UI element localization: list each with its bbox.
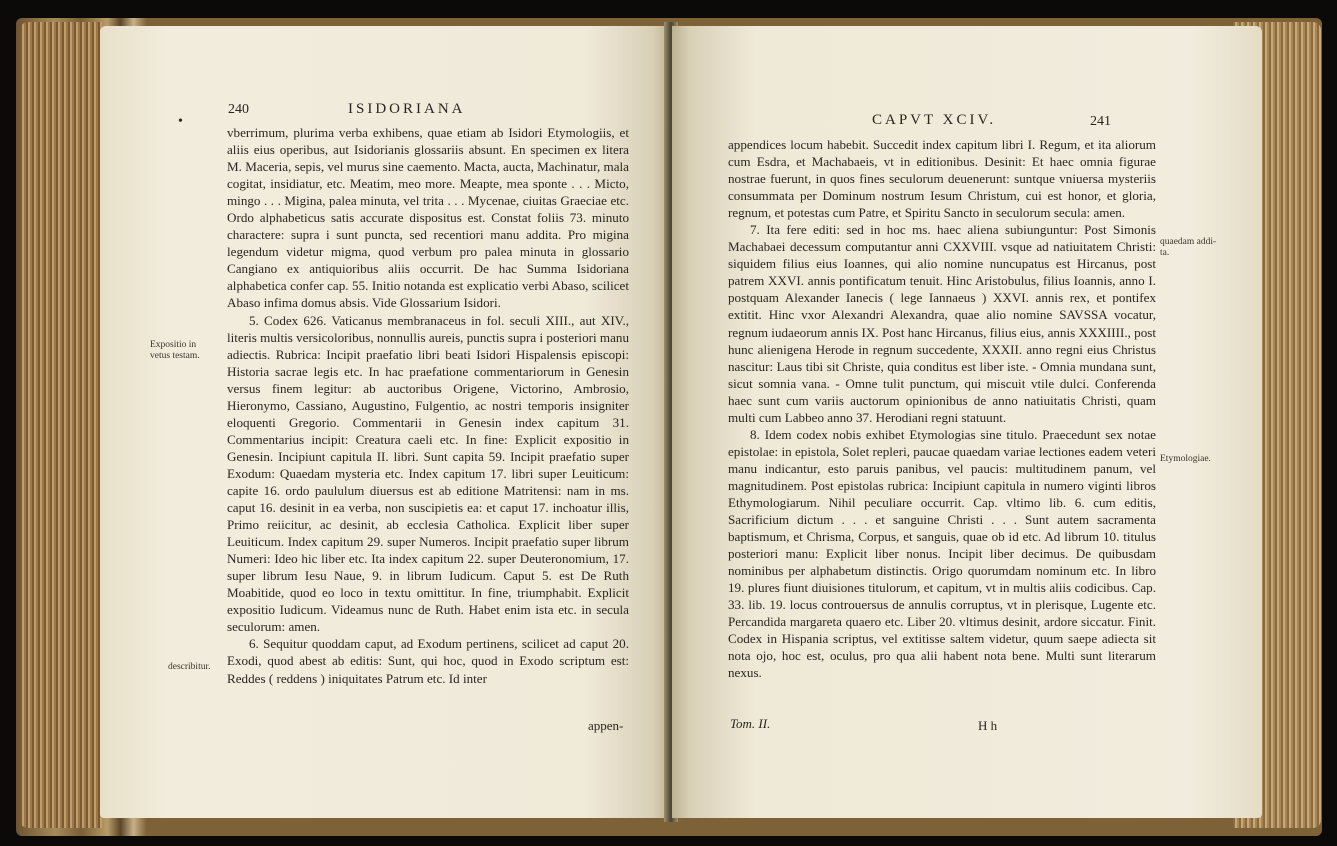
right-paragraph-3: 8. Idem codex nobis exhibet Etymologias sine titulo. Praecedunt sex notae epistolae: in epistola, Solet repleri, paucae quaedam variae lectiones eadem veteri manu indicantur, esto paruis panibus, vel paucis: multitudinem panum, vel magnitudinem. Post epistolas rubrica: Incipiunt capitula in numero viginti libros Ethymologiarum. Nihil peculiare occurrit. Cap. vltimo lib. 6. cum editis, Sacrificium dictum . . . et sanguine Christi . . . Sunt autem sacramenta baptismum, et Chrisma, Corpus, et sanguis, quae ob id etc. Ad librum 10. titulus posteriori manu: Explicit liber nonus. Incipit liber decimus. De quibusdam nominibus per alphabetum distinctis. Origo quorumdam nominum etc. In libro 19. plures fiunt diuisiones titulorum, et capitum, vt in multis aliis codicibus. Cap. 33. lib. 19. locus controuersus de annulis corruptus, vt in plerisque, Lugente etc. Percandida margareta quaero etc. Liber 20. vltimus desinit, ardore siccatur. Finit. Codex in Hispania scriptus, vel extitisse saltem videtur, quum saepe adiecta sit nota ojo, hoc est, oculus, pro qua alii habent nota bene. Multi sunt literarum nexus. (728, 426, 1156, 681)
margin-note-describitur: describitur. (168, 662, 211, 672)
left-paragraph-3: 6. Sequitur quoddam caput, ad Exodum pertinens, scilicet ad caput 20. Exodi, quod abest ab editis: Sunt, qui hoc, quod in Exodo scriptum est: Reddes ( reddens ) iniquitates Patrum etc. Id inter (227, 636, 629, 686)
left-catchword: appen- (588, 718, 624, 733)
right-paragraph-1: appendices locum habebit. Succedit index capitum libri I. Regum, et ita aliorum cum Esdra, et Machabaeis, vt in editionibus. Desinit: Et haec omnia figurae nostrae fuerunt, in quos fines seculorum deuenerunt: suntque vniuersa mysteriis consummata per Dominum nostrum Iesum Christum, cui est honor, et gloria, regnum, et potestas cum Patre, et Spiritu Sancto in seculorum secula: amen. (728, 137, 1156, 221)
signature-volume: Tom. II. (730, 716, 771, 731)
left-running-head: ISIDORIANA (348, 101, 466, 117)
margin-note-expositio: Expositio in (150, 340, 197, 350)
left-folio: 240 (228, 102, 249, 117)
margin-note-quaedam: quaedam addi- (1160, 237, 1217, 247)
right-text-block (728, 136, 1156, 682)
signature-mark: H h (978, 718, 998, 733)
right-paragraph-2: 7. Ita fere editi: sed in hoc ms. haec aliena subiunguntur: Post Simonis Machabaei decessum computantur anni CXXVIII. vsque ad natiuitatem Christi: siquidem filius eius Ioannes, qui alio nomine nuncupatus est Hircanus, post patrem XXVI. annis pontificatum tenuit. Hinc Aristobulus, filius Ioannis, anno I. postquam Alexander Ianecis ( lege Iannaeus ) XXVI. annis rex, et pontifex extitit. Hinc vxor Alexandri Alexandra, quae alio nomine SAVSSA vocatur, regnum iudaeorum annis IX. Post hanc Hircanus, filius eius, annis XXXIIII., post hunc alienigena Herode in regnum succedente, XXXII. anno regni eius Christus nascitur: Laus tibi sit Christe, quia conditus est liber iste. - Omnia mundana sunt, sicut somnia vana. - Omne tulit punctum, qui miscuit vtile dulci. Conferenda haec sunt cum variis auctorum opinionibus de anno natiuitatis Christi, quam multi cum Labbeo anno 37. Herodiani regni statuunt. (728, 222, 1156, 425)
right-running-head: CAPVT XCIV. (872, 112, 997, 128)
ornament-dot: • (178, 114, 183, 129)
page-edges-left (20, 22, 102, 828)
right-page (672, 26, 1262, 818)
left-page (100, 26, 670, 818)
right-folio: 241 (1090, 114, 1111, 129)
left-paragraph-2: 5. Codex 626. Vaticanus membranaceus in fol. seculi XIII., aut XIV., literis multis versicoloribus, nonnullis aureis, punctis supra i posteriori manu adiectis. Rubrica: Incipit praefatio libri beati Isidori Hispalensis episcopi: Historia sacrae legis etc. In hac praefatione commentariorum in Genesin versus finem legitur: ab auctoribus Origene, Victorino, Ambrosio, Hieronymo, Cassiano, Augustino, Fulgentio, ac nostri temporis insigniter eloquenti Gregorio. Commentarii in Genesin index capitum 31. Commentarius incipit: Creatura caeli etc. In fine: Explicit expositio in Genesin. Incipiunt capitula II. libri. Sunt capita 59. Incipit praefatio super Exodum: Quaedam mysteria etc. Index capitum 17. libri super Leuiticum: capite 16. ordo paululum diuersus est ab editione Matritensi: nam in ms. caput 16. desinit in ea verba, non suscipietis ea: et caput 17. inchoatur illis, Primo reiicitur, ac desinit, ab ecclesia Catholica. Explicit liber super Leuiticum. Index capitum 29. super Numeros. Incipit praefatio super librum Numeri: Ideo hic liber etc. Ita index capitum 22. super Deuteronomium, 17. super librum Iesu Naue, 9. in librum Iudicum. Caput 5. est De Ruth Moabitide, quod eo loco in textu omittitur. In fine, triumphabit. Explicit expositio Iudicum. Videamus nunc de Ruth. Habet enim ista etc. in secula seculorum: amen. (227, 312, 629, 635)
margin-note-vetus: vetus testam. (150, 351, 200, 361)
left-text-block (227, 124, 629, 687)
left-paragraph-1: vberrimum, plurima verba exhibens, quae etiam ab Isidori Etymologiis, et aliis eius operibus, aut Isidorianis glossariis absunt. En specimen ex litera M. Maceria, sepis, vel murus sine caemento. Macta, aucta, Machinatur, mala cogitat, insidiatur, etc. Meatim, meo more. Meapte, mea sponte . . . Micto, mingo . . . Migina, palea minuta, vel trita . . . Mycenae, ciuitas Graeciae etc. Ordo alphabeticus satis accurate dispositus est. Constat foliis 73. minuto charactere: supra i sunt puncta, sed recentiori manu addita. Pro migina legendum videtur migma, quod verbum pro palea minuta in glossario Cangiano ex antiquioribus aliis occurrit. De hac Summa Isidoriana alphabetica confer cap. 55. Initio notanda est explicatio verbi Abaso, scilicet Abaso infima domus absis. Vide Glossarium Isidori. (227, 125, 629, 311)
margin-note-etymologiae: Etymologiae. (1160, 454, 1211, 464)
margin-note-ta: ta. (1160, 248, 1170, 258)
